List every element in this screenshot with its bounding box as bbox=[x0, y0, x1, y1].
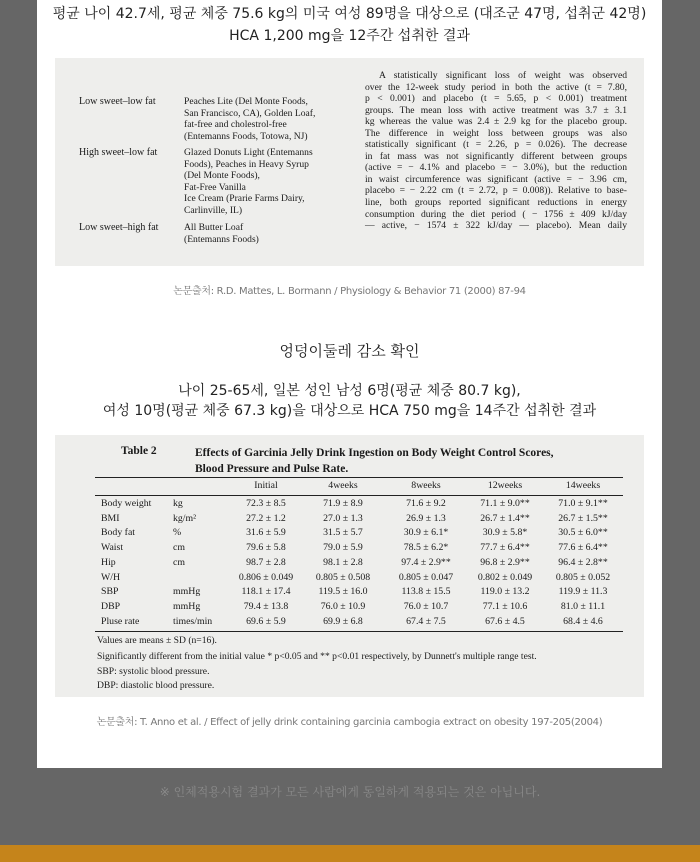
table-cell: 71.1 ± 9.0** bbox=[480, 498, 530, 509]
food-category-label: Low sweet–low fat bbox=[79, 96, 156, 107]
table-cell: 26.7 ± 1.4** bbox=[480, 512, 530, 524]
table-cell: 0.806 ± 0.049 bbox=[238, 571, 294, 583]
paragraph-line: in waist circumference was significant (active = − 3.96 cm, bbox=[365, 173, 627, 185]
table-cell: 27.2 ± 1.2 bbox=[246, 512, 286, 524]
row-label: DBP bbox=[101, 600, 121, 612]
table-cell: 30.9 ± 6.1* bbox=[403, 527, 449, 539]
table-cell: 69.6 ± 5.9 bbox=[246, 615, 286, 627]
row-label: Waist bbox=[101, 542, 124, 554]
table-cell: 31.6 ± 5.9 bbox=[246, 527, 286, 539]
study1-header-line2: HCA 1,200 mg을 12주간 섭취한 결과 bbox=[229, 28, 470, 44]
table-rule bbox=[95, 495, 623, 496]
table-cell: 30.5 ± 6.0** bbox=[558, 527, 608, 539]
row-label: Body weight bbox=[101, 498, 152, 509]
table-cell: 77.1 ± 10.6 bbox=[482, 600, 528, 612]
table-cell: 67.6 ± 4.5 bbox=[485, 615, 525, 627]
table-cell: 96.4 ± 2.8** bbox=[558, 556, 608, 568]
table-cell: 71.6 ± 9.2 bbox=[406, 498, 446, 509]
paragraph-line: kg whereas the value was 2.4 ± 2.9 kg for the placebo group. bbox=[365, 116, 627, 128]
table-cell: 119.0 ± 13.2 bbox=[480, 586, 530, 598]
table-cell: 68.4 ± 4.6 bbox=[563, 615, 603, 627]
table-cell: 67.4 ± 7.5 bbox=[406, 615, 446, 627]
table-note: Significantly different from the initial value * p<0.05 and ** p<0.01 respectively, by Dunnett's multiple range test. bbox=[97, 651, 537, 662]
row-unit: cm bbox=[173, 542, 185, 554]
table-cell: 118.1 ± 17.4 bbox=[241, 586, 291, 598]
bottom-bar bbox=[0, 845, 700, 862]
content-panel bbox=[37, 0, 662, 768]
row-label: Hip bbox=[101, 556, 116, 568]
food-category-items: Peaches Lite (Del Monte Foods, San Francisco, CA), Golden Loaf, fat-free and cholestrol-free (Entemanns Foods, Totowa, NJ) bbox=[184, 96, 316, 142]
paragraph-line: A statistically significant loss of weight was observed bbox=[379, 70, 627, 81]
paragraph-line: — active, − 1574 ± 322 kJ/day — placebo). Mean daily bbox=[365, 220, 627, 232]
table-cell: 113.8 ± 15.5 bbox=[401, 586, 451, 598]
section-title: 엉덩이둘레 감소 확인 bbox=[279, 342, 420, 360]
paragraph-line: in fat mass was not significantly different between groups bbox=[365, 150, 627, 162]
table-cell: 26.9 ± 1.3 bbox=[406, 512, 446, 524]
row-label: Body fat bbox=[101, 527, 136, 539]
table-cell: 79.6 ± 5.8 bbox=[246, 542, 286, 554]
study2-header-line2: 여성 10명(평균 체중 67.3 kg)을 대상으로 HCA 750 mg을 14주간 섭취한 결과 bbox=[102, 403, 597, 419]
table-cell: 71.9 ± 8.9 bbox=[323, 498, 363, 509]
paragraph-line: placebo = − 2.22 cm (t = 2.72, p = 0.008)). Relative to base- bbox=[365, 185, 627, 197]
table-cell: 119.9 ± 11.3 bbox=[558, 586, 608, 598]
disclaimer-text: ※ 인체적용시험 결과가 모든 사람에게 동일하게 적용되는 것은 아닙니다. bbox=[159, 785, 541, 799]
food-category-label: High sweet–low fat bbox=[79, 147, 158, 158]
row-unit: mmHg bbox=[173, 586, 201, 598]
paragraph-line: statistically significant (t = 2.26, p = 0.026). The decrease bbox=[365, 139, 627, 151]
table-cell: 76.0 ± 10.7 bbox=[403, 600, 449, 612]
table-cell: 96.8 ± 2.9** bbox=[480, 556, 530, 568]
paragraph-line: over the 12-week study period in both the active (t = 7.80, bbox=[365, 81, 627, 93]
paragraph-line: (active = − 4.1% and placebo = − 3.0%), but the reduction bbox=[365, 162, 627, 174]
table-label: Table 2 bbox=[121, 445, 157, 457]
study1-header-line1: 평균 나이 42.7세, 평균 체중 75.6 kg의 미국 여성 89명을 대상으로 (대조군 47명, 섭취군 42명) bbox=[52, 6, 647, 22]
row-unit: kg/m² bbox=[173, 512, 197, 524]
table-cell: 0.805 ± 0.508 bbox=[315, 571, 371, 583]
table-cell: 30.9 ± 5.8* bbox=[482, 527, 528, 539]
table-cell: 27.0 ± 1.3 bbox=[323, 512, 363, 524]
row-label: W/H bbox=[101, 571, 121, 583]
table-rule bbox=[95, 477, 623, 478]
row-label: Pluse rate bbox=[101, 615, 140, 627]
row-label: BMI bbox=[101, 512, 120, 524]
column-header: Initial bbox=[254, 480, 278, 491]
column-header: 4weeks bbox=[328, 480, 358, 491]
table-caption: Effects of Garcinia Jelly Drink Ingestion on Body Weight Control Scores, Blood Pressure and Pulse Rate. bbox=[195, 447, 554, 475]
column-header: 12weeks bbox=[487, 480, 523, 491]
table-note: DBP: diastolic blood pressure. bbox=[97, 680, 215, 691]
row-unit: cm bbox=[173, 556, 185, 568]
row-unit: times/min bbox=[173, 615, 213, 627]
table-cell: 0.802 ± 0.049 bbox=[477, 571, 533, 583]
table-cell: 0.805 ± 0.052 bbox=[555, 571, 611, 583]
study1-source: 논문출처: R.D. Mattes, L. Bormann / Physiology & Behavior 71 (2000) 87-94 bbox=[173, 286, 526, 297]
paragraph-line: consumption during the diet period ( − 1756 ± 409 kJ/day bbox=[365, 208, 627, 220]
table-cell: 76.0 ± 10.9 bbox=[320, 600, 366, 612]
table-cell: 26.7 ± 1.5** bbox=[558, 512, 608, 524]
table-cell: 79.0 ± 5.9 bbox=[323, 542, 363, 554]
table-cell: 69.9 ± 6.8 bbox=[323, 615, 363, 627]
food-category-items: All Butter Loaf (Entemanns Foods) bbox=[184, 222, 259, 245]
table-cell: 98.1 ± 2.8 bbox=[323, 556, 363, 568]
results-paragraph bbox=[365, 70, 627, 232]
table-cell: 77.6 ± 6.4** bbox=[558, 542, 608, 554]
table-cell: 0.805 ± 0.047 bbox=[398, 571, 454, 583]
paragraph-line: The difference in weight loss between groups was also bbox=[365, 127, 627, 139]
table-cell: 71.0 ± 9.1** bbox=[558, 498, 608, 509]
table-cell: 77.7 ± 6.4** bbox=[480, 542, 530, 554]
table-cell: 98.7 ± 2.8 bbox=[246, 556, 286, 568]
table-cell: 72.3 ± 8.5 bbox=[246, 498, 286, 509]
table-cell: 79.4 ± 13.8 bbox=[243, 600, 289, 612]
row-unit: % bbox=[173, 527, 182, 539]
study2-source: 논문출처: T. Anno et al. / Effect of jelly drink containing garcinia cambogia extract on obesity 197-205(2004) bbox=[96, 717, 603, 728]
column-header: 8weeks bbox=[411, 480, 441, 491]
table-note: SBP: systolic blood pressure. bbox=[97, 666, 210, 677]
study1-paper-excerpt bbox=[55, 58, 644, 266]
table-cell: 78.5 ± 6.2* bbox=[403, 542, 449, 554]
table-cell: 97.4 ± 2.9** bbox=[401, 556, 451, 568]
row-label: SBP bbox=[101, 586, 119, 598]
study2-table-excerpt bbox=[55, 435, 644, 697]
table-note: Values are means ± SD (n=16). bbox=[97, 635, 217, 646]
food-category-label: Low sweet–high fat bbox=[79, 222, 159, 233]
table-cell: 31.5 ± 5.7 bbox=[323, 527, 363, 539]
paragraph-line: groups. The mean loss with active treatment was 3.7 ± 3.1 bbox=[365, 104, 627, 116]
table-rule bbox=[95, 631, 623, 632]
table-cell: 81.0 ± 11.1 bbox=[560, 600, 606, 612]
row-unit: kg bbox=[173, 498, 183, 509]
study2-header-line1: 나이 25-65세, 일본 성인 남성 6명(평균 체중 80.7 kg), bbox=[178, 383, 521, 399]
table-cell: 119.5 ± 16.0 bbox=[318, 586, 368, 598]
row-unit: mmHg bbox=[173, 600, 201, 612]
paragraph-line: line, both groups reported significant reductions in energy bbox=[365, 197, 627, 209]
column-header: 14weeks bbox=[565, 480, 601, 491]
food-category-items: Glazed Donuts Light (Entemanns Foods), Peaches in Heavy Syrup (Del Monte Foods), Fat-Free Vanilla Ice Cream (Prarie Farms Dairy, Carlinville, IL) bbox=[184, 147, 313, 216]
paragraph-line: p < 0.001) and placebo (t = 5.65, p < 0.001) treatment bbox=[365, 93, 627, 105]
